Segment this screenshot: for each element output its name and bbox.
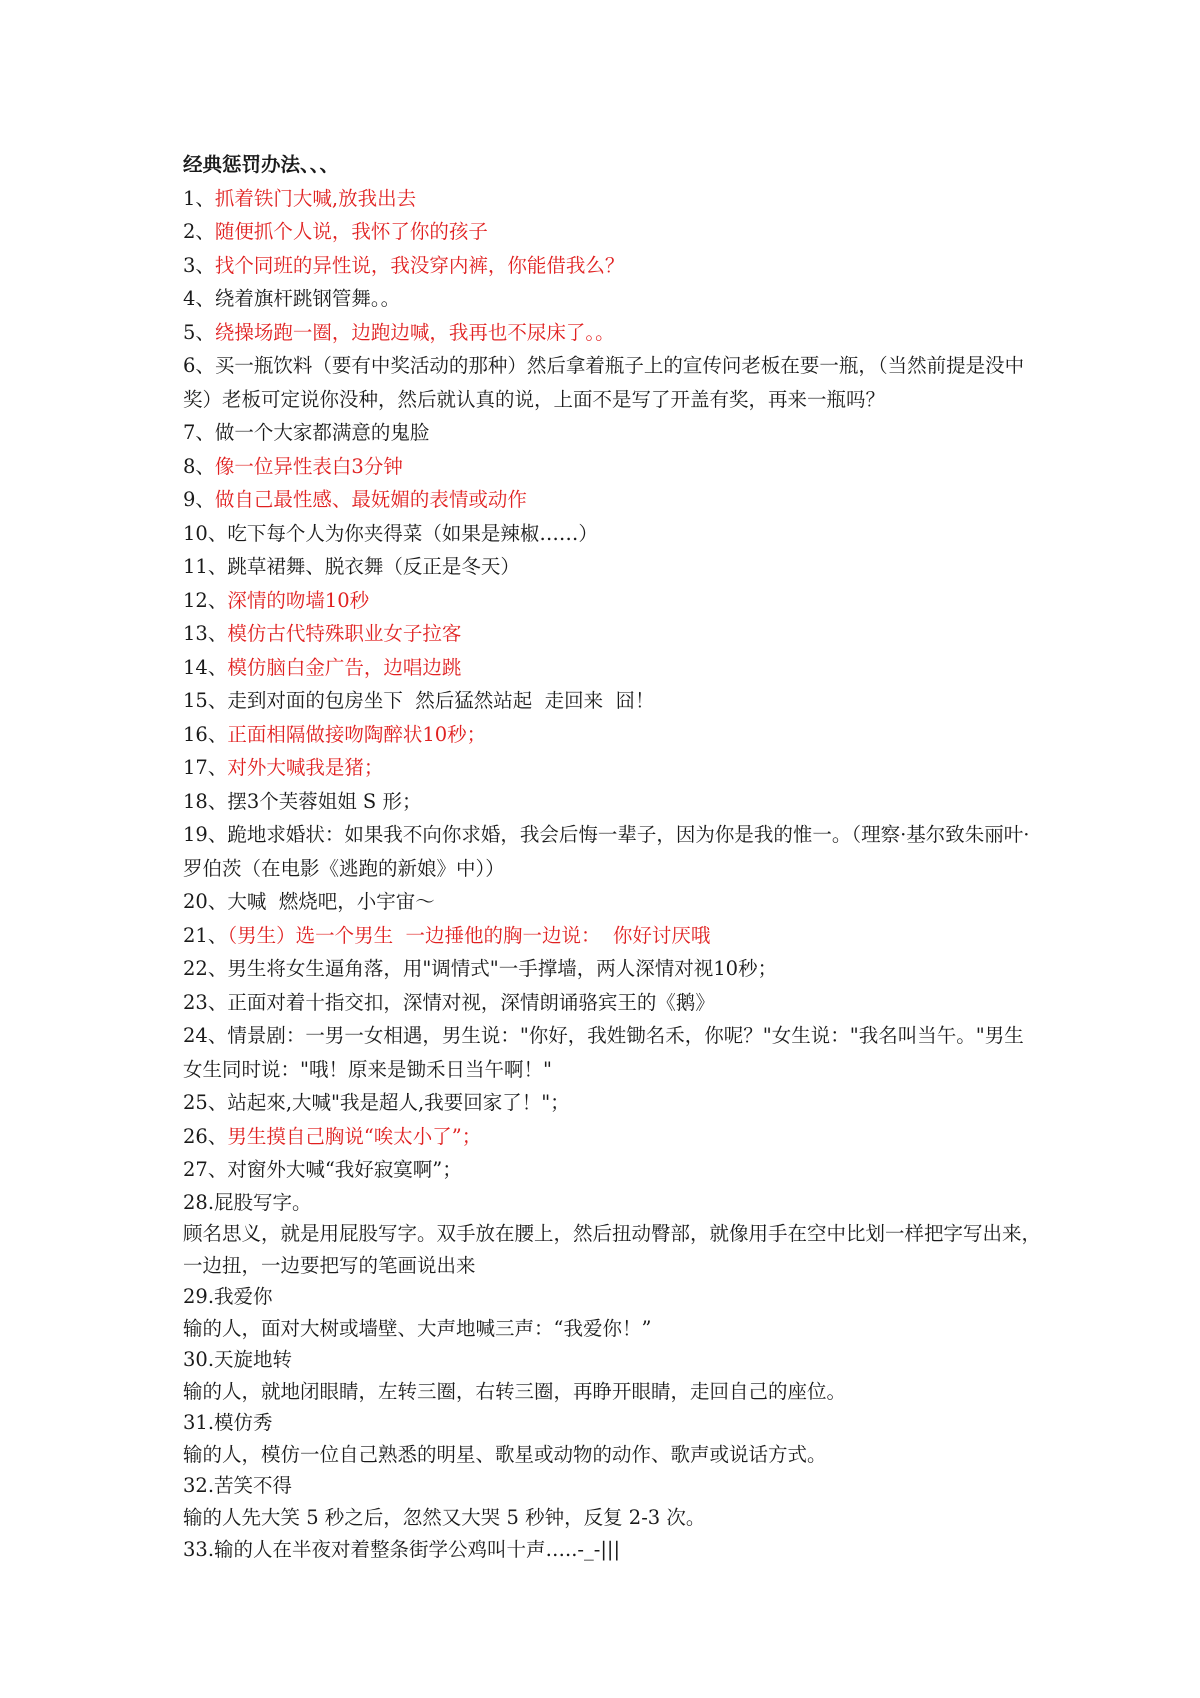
list-item xyxy=(183,215,1043,249)
list-item-number: 3、 xyxy=(183,253,215,277)
section-body: 输的人，面对大树或墙壁、大声地喊三声：“我爱你！” xyxy=(183,1316,652,1340)
list-item-number: 5、 xyxy=(183,320,215,344)
list-item-number: 24、 xyxy=(183,1024,228,1047)
list-item-text: 跪地求婚状：如果我不向你求婚，我会后悔一辈子，因为你是我的惟一。（理察·基尔致朱丽叶·罗伯茨（在电影《逃跑的新娘》中）） xyxy=(183,823,1030,880)
list-item-text: 对窗外大喊“我好寂寞啊”； xyxy=(227,1158,462,1181)
list-item-number: 21、 xyxy=(183,923,228,947)
list-item xyxy=(183,1019,1043,1086)
list-item-text: 吃下每个人为你夹得菜（如果是辣椒……） xyxy=(227,521,598,545)
list-item-number: 19、 xyxy=(183,823,228,846)
list-item xyxy=(183,416,1043,450)
list-item-text: 模仿脑白金广告，边唱边跳 xyxy=(227,655,462,679)
list-item xyxy=(183,919,1043,953)
list-item xyxy=(183,182,1043,216)
list-item-text: 情景剧：一男一女相遇，男生说："你好，我姓锄名禾，你呢？"女生说："我名叫当午。"男生女生同时说："哦！原来是锄禾日当午啊！" xyxy=(183,1024,1024,1081)
section-body: 输的人，就地闭眼睛，左转三圈，右转三圈，再睁开眼睛，走回自己的座位。 xyxy=(183,1379,847,1403)
list-item-number: 7、 xyxy=(183,421,215,444)
document-title: 经典惩罚办法、、、 xyxy=(183,153,340,176)
section-heading: 28.屁股写字。 xyxy=(183,1190,312,1214)
list-item-number: 8、 xyxy=(183,454,215,478)
list-item-text: 像一位异性表白3分钟 xyxy=(214,454,403,478)
list-item-number: 12、 xyxy=(183,588,228,612)
list-item xyxy=(183,684,1043,718)
list-item-text: 正面相隔做接吻陶醉状10秒； xyxy=(227,722,487,746)
section-body: 输的人先大笑 5 秒之后，忽然又大哭 5 秒钟，反复 2-3 次。 xyxy=(183,1505,706,1529)
section-body: 输的人，模仿一位自己熟悉的明星、歌星或动物的动作、歌声或说话方式。 xyxy=(183,1442,827,1466)
list-item xyxy=(183,617,1043,651)
section-heading: 30.天旋地转 xyxy=(183,1348,293,1371)
list-item-text: 找个同班的异性说，我没穿内裤，你能借我么？ xyxy=(214,253,625,277)
document-content xyxy=(183,148,1043,1567)
list-item-text: 男生摸自己胸说“唉太小了”； xyxy=(227,1124,482,1148)
list-item-number: 17、 xyxy=(183,756,228,779)
list-item-text: 深情的吻墙10秒 xyxy=(227,588,370,612)
section-body: 顾名思义，就是用屁股写字。双手放在腰上，然后扭动臀部，就像用手在空中比划一样把字写出来，一边扭，一边要把写的笔画说出来 xyxy=(183,1222,1042,1277)
list-item xyxy=(183,885,1043,919)
list-item-text: （男生）选一个男生 一边捶他的胸一边说： 你好讨厌哦 xyxy=(227,923,711,947)
list-item-number: 23、 xyxy=(183,990,228,1014)
list-item-text: 随便抓个人说，我怀了你的孩子 xyxy=(214,220,488,243)
list-item-number: 25、 xyxy=(183,1091,228,1114)
list-item-number: 15、 xyxy=(183,689,228,712)
list-item xyxy=(183,952,1043,986)
list-item-number: 22、 xyxy=(183,957,228,980)
list-item-number: 1、 xyxy=(183,186,215,210)
list-item xyxy=(183,282,1043,316)
list-item xyxy=(183,550,1043,584)
list-item-text: 绕操场跑一圈，边跑边喊，我再也不尿床了。。 xyxy=(214,320,615,344)
section-heading: 32.苦笑不得 xyxy=(183,1474,293,1497)
list-item-text: 站起來,大喊"我是超人,我要回家了！"； xyxy=(227,1091,570,1114)
list-item-number: 26、 xyxy=(183,1124,228,1148)
list-item-number: 16、 xyxy=(183,722,228,746)
list-item-number: 9、 xyxy=(183,488,215,511)
list-item-number: 13、 xyxy=(183,622,228,645)
list-item xyxy=(183,483,1043,517)
list-item-text: 正面对着十指交扣，深情对视，深情朗诵骆宾王的《鹅》 xyxy=(227,990,715,1014)
list-item xyxy=(183,818,1043,885)
section-heading: 29.我爱你 xyxy=(183,1285,273,1308)
last-line: 33.输的人在半夜对着整条街学公鸡叫十声…..-_-||| xyxy=(183,1538,621,1561)
list-item xyxy=(183,1120,1043,1154)
punishment-list xyxy=(183,182,1043,1187)
list-item-number: 14、 xyxy=(183,655,228,679)
list-item-number: 6、 xyxy=(183,354,215,377)
list-item-text: 模仿古代特殊职业女子拉客 xyxy=(227,622,462,645)
list-item-text: 抓着铁门大喊,放我出去 xyxy=(214,186,417,210)
list-item-text: 摆3个芙蓉姐姐 S 形； xyxy=(227,789,422,813)
list-item-number: 11、 xyxy=(183,555,228,578)
list-item-number: 27、 xyxy=(183,1158,228,1181)
list-item-number: 20、 xyxy=(183,890,228,913)
list-item-text: 对外大喊我是猪； xyxy=(227,756,384,779)
list-item xyxy=(183,584,1043,618)
list-item-text: 大喊 燃烧吧，小宇宙～ xyxy=(227,890,435,913)
list-item-text: 做一个大家都满意的鬼脸 xyxy=(214,421,430,444)
list-item-text: 做自己最性感、最妩媚的表情或动作 xyxy=(214,488,527,511)
list-item-text: 跳草裙舞、脱衣舞（反正是冬天） xyxy=(227,555,520,578)
list-item xyxy=(183,1153,1043,1187)
list-item xyxy=(183,517,1043,551)
list-item xyxy=(183,316,1043,350)
list-item-text: 走到对面的包房坐下 然后猛然站起 走回来 囧！ xyxy=(227,689,655,712)
list-item xyxy=(183,986,1043,1020)
list-item xyxy=(183,249,1043,283)
list-item-number: 2、 xyxy=(183,220,215,243)
section-heading: 31.模仿秀 xyxy=(183,1411,273,1434)
list-item-number: 18、 xyxy=(183,789,228,813)
list-item xyxy=(183,450,1043,484)
list-item xyxy=(183,349,1043,416)
list-item-text: 男生将女生逼角落，用"调情式"一手撑墙，两人深情对视10秒； xyxy=(227,957,778,980)
list-item-text: 绕着旗杆跳钢管舞。。 xyxy=(214,287,401,310)
list-item xyxy=(183,751,1043,785)
list-item-text: 买一瓶饮料（要有中奖活动的那种）然后拿着瓶子上的宣传问老板在要一瓶，（当然前提是没中奖）老板可定说你没种，然后就认真的说，上面不是写了开盖有奖，再来一瓶吗？ xyxy=(183,354,1025,411)
list-item xyxy=(183,651,1043,685)
list-item xyxy=(183,718,1043,752)
list-item xyxy=(183,785,1043,819)
punishment-sections xyxy=(183,1187,1043,1534)
list-item-number: 4、 xyxy=(183,287,215,310)
list-item xyxy=(183,1086,1043,1120)
list-item-number: 10、 xyxy=(183,521,228,545)
